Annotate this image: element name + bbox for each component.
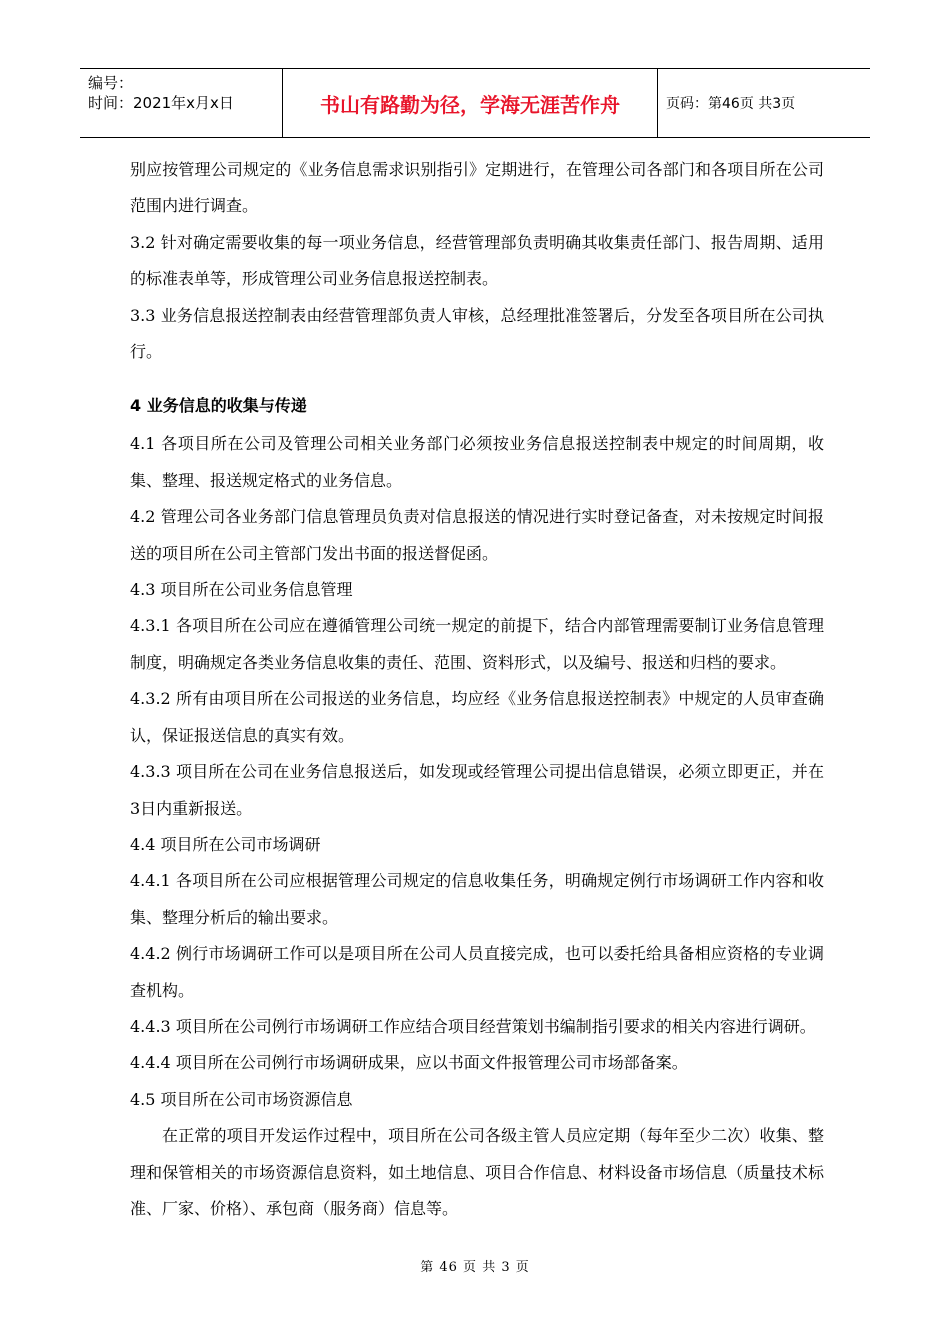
paragraph: 在正常的项目开发运作过程中，项目所在公司各级主管人员应定期（每年至少二次）收集、整理和保管相关的市场资源信息资料，如土地信息、项目合作信息、材料设备市场信息（质量技术标准、厂家、价格）、承包商（服务商）信息等。	[130, 1126, 824, 1218]
subsection-title: 4.4 项目所在公司市场调研	[130, 834, 321, 854]
header-page-info: 页码：第46页 共3页	[666, 96, 796, 112]
header-motto: 书山有路勤为径，学海无涯苦作舟	[283, 69, 658, 137]
paragraph: 别应按管理公司规定的《业务信息需求识别指引》定期进行，在管理公司各部门和各项目所在公司范围内进行调查。	[130, 160, 824, 216]
document-number-label: 编号：	[88, 74, 134, 92]
paragraph: 4.4.4 项目所在公司例行市场调研成果，应以书面文件报管理公司市场部备案。	[130, 1053, 688, 1073]
subsection-title: 4.5 项目所在公司市场资源信息	[130, 1089, 353, 1109]
paragraph: 4.4.3 项目所在公司例行市场调研工作应结合项目经营策划书编制指引要求的相关内容进行调研。	[130, 1016, 816, 1036]
paragraph: 4.4.2 例行市场调研工作可以是项目所在公司人员直接完成，也可以委托给具备相应资格的专业调查机构。	[130, 944, 824, 1000]
page-header	[80, 68, 870, 138]
paragraph: 3.2 针对确定需要收集的每一项业务信息，经营管理部负责明确其收集责任部门、报告周期、适用的标准表单等，形成管理公司业务信息报送控制表。	[130, 232, 824, 289]
paragraph: 4.2 管理公司各业务部门信息管理员负责对信息报送的情况进行实时登记备查，对未按规定时间报送的项目所在公司主管部门发出书面的报送督促函。	[130, 507, 824, 563]
paragraph: 4.3.2 所有由项目所在公司报送的业务信息，均应经《业务信息报送控制表》中规定的人员审查确认，保证报送信息的真实有效。	[130, 689, 824, 745]
paragraph: 3.3 业务信息报送控制表由经营管理部负责人审核，总经理批准签署后，分发至各项目所在公司执行。	[130, 305, 824, 362]
paragraph: 4.4.1 各项目所在公司应根据管理公司规定的信息收集任务，明确规定例行市场调研工作内容和收集、整理分析后的输出要求。	[130, 871, 824, 927]
paragraph: 4.1 各项目所在公司及管理公司相关业务部门必须按业务信息报送控制表中规定的时间周期，收集、整理、报送规定格式的业务信息。	[130, 434, 824, 490]
document-time-label: 时间：2021年x月x日	[88, 94, 234, 112]
subsection-title: 4.3 项目所在公司业务信息管理	[130, 580, 353, 600]
paragraph: 4.3.3 项目所在公司在业务信息报送后，如发现或经管理公司提出信息错误，必须立即更正，并在3日内重新报送。	[130, 762, 824, 818]
document-body	[130, 152, 824, 1227]
section-heading: 4 业务信息的收集与传递	[130, 396, 307, 416]
header-meta	[80, 69, 283, 137]
paragraph: 4.3.1 各项目所在公司应在遵循管理公司统一规定的前提下，结合内部管理需要制订业务信息管理制度，明确规定各类业务信息收集的责任、范围、资料形式，以及编号、报送和归档的要求。	[130, 616, 824, 672]
page-footer: 第 46 页 共 3 页	[420, 1260, 530, 1275]
